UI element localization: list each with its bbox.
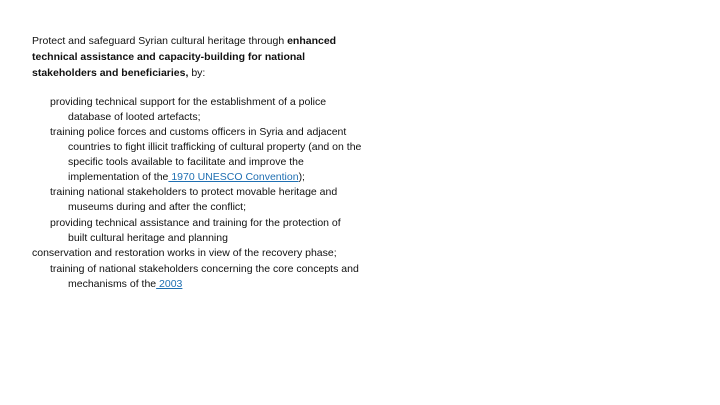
intro-line-3 [32, 66, 205, 81]
list-item-text: mechanisms of the [68, 278, 157, 290]
list-item-4-line-1: providing technical assistance and training for the protection of [50, 217, 341, 229]
list-item-5-line-2 [68, 277, 182, 292]
list-item-1-line-2: database of looted artefacts; [68, 111, 201, 123]
intro-bold-text: stakeholders and beneficiaries, [32, 67, 189, 79]
list-item-1-line-1: providing technical support for the establishment of a police [50, 96, 327, 108]
list-item-3-line-2: museums during and after the conflict; [68, 201, 247, 213]
list-item-4-line-2: built cultural heritage and planning [68, 232, 228, 244]
list-item-text: ); [298, 171, 305, 183]
unesco-2003-convention-link[interactable]: 2003 [156, 278, 183, 290]
unesco-1970-convention-link[interactable]: 1970 UNESCO Convention [168, 171, 299, 183]
intro-bold-text: enhanced [287, 35, 337, 47]
intro-line-1 [32, 34, 336, 49]
intro-text: Protect and safeguard Syrian cultural heritage through [32, 35, 288, 47]
list-item-2-line-2: countries to fight illicit trafficking of cultural property (and on the [68, 141, 362, 153]
intro-text: by: [188, 67, 206, 79]
list-item-4-line-3: conservation and restoration works in view of the recovery phase; [32, 247, 337, 259]
list-item-3-line-1: training national stakeholders to protect movable heritage and [50, 186, 338, 198]
list-item-2-line-3: specific tools available to facilitate and improve the [68, 156, 304, 168]
list-item-2-line-1: training police forces and customs officers in Syria and adjacent [50, 126, 347, 138]
intro-line-2: technical assistance and capacity-building for national [32, 51, 306, 63]
list-item-5-line-1: training of national stakeholders concerning the core concepts and [50, 263, 359, 275]
list-item-2-line-4 [68, 170, 305, 185]
list-item-text: implementation of the [68, 171, 169, 183]
